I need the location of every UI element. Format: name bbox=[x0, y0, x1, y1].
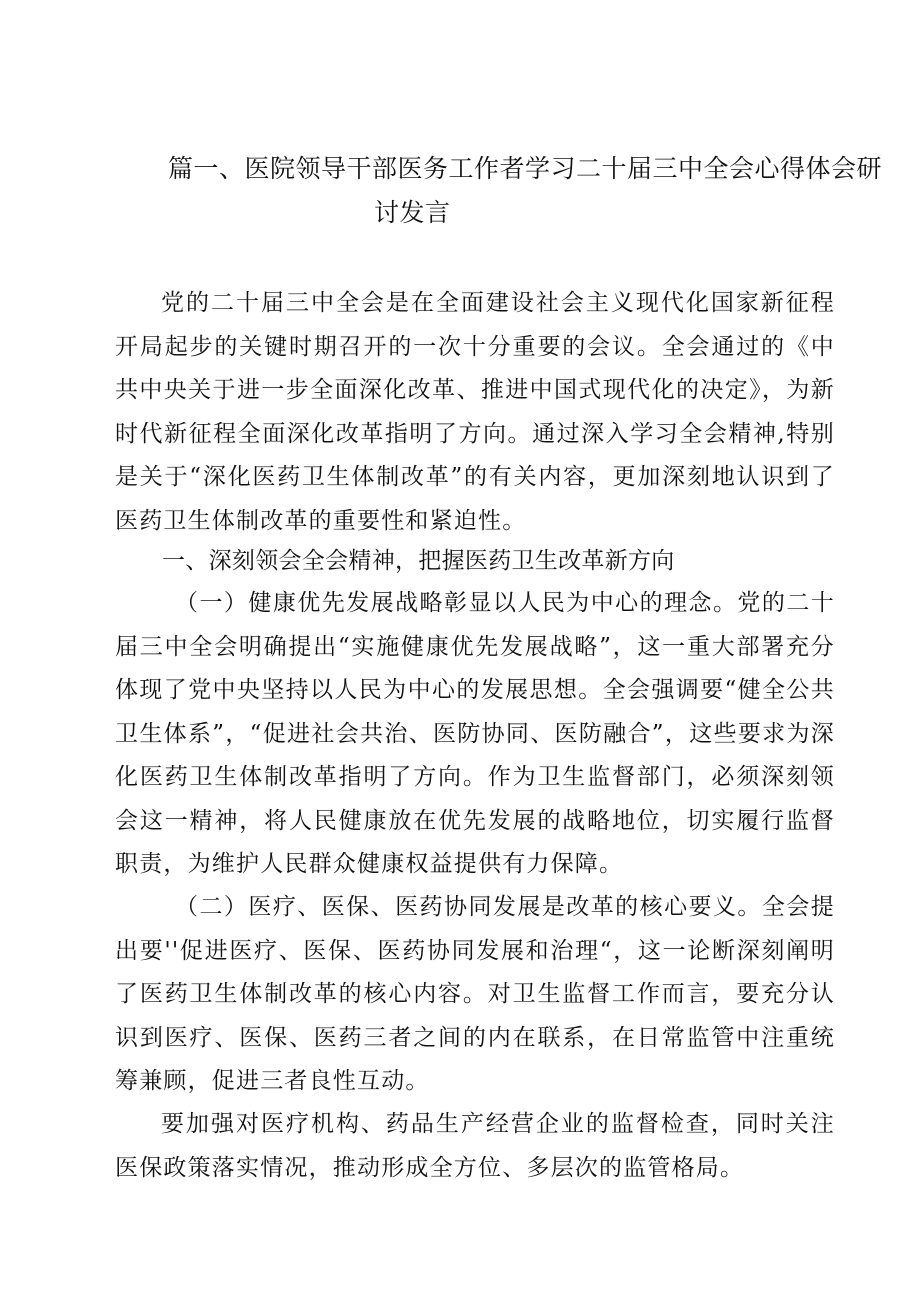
title-line-2: 讨发言 bbox=[374, 198, 451, 227]
title-line-1: 篇一、医院领导干部医务工作者学习二十届三中全会心得体会研 bbox=[168, 154, 883, 183]
paragraph-three-medical-coordination: （二）医疗、医保、医药协同发展是改革的核心要义。全会提出要''促进医疗、医保、医药协同发展和治理“，这一论断深刻阐明了医药卫生体制改革的核心内容。对卫生监督工作而言，要充分认识到医疗、医保、医药三者之间的内在联系，在日常监管中注重统筹兼顾，促进三者良性互动。 bbox=[115, 894, 835, 1094]
section-heading-1: 一、深刻领会全会精神，把握医药卫生改革新方向 bbox=[162, 548, 675, 574]
paragraph-intro: 党的二十届三中全会是在全面建设社会主义现代化国家新征程开局起步的关键时期召开的一次十分重要的会议。全会通过的《中共中央关于进一步全面深化改革、推进中国式现代化的决定》，为新时代新征程全面深化改革指明了方向。通过深入学习全会精神,特别是关于“深化医药卫生体制改革”的有关内容，更加深刻地认识到了医药卫生体制改革的重要性和紧迫性。 bbox=[115, 290, 835, 534]
paragraph-supervision: 要加强对医疗机构、药品生产经营企业的监督检查，同时关注医保政策落实情况，推动形成全方位、多层次的监管格局。 bbox=[115, 1111, 835, 1181]
paragraph-health-priority: （一）健康优先发展战略彰显以人民为中心的理念。党的二十届三中全会明确提出“实施健康优先发展战略”，这一重大部署充分体现了党中央坚持以人民为中心的发展思想。全会强调要“健全公共卫生体系”，“促进社会共治、医防协同、医防融合”，这些要求为深化医药卫生体制改革指明了方向。作为卫生监督部门，必须深刻领会这一精神，将人民健康放在优先发展的战略地位，切实履行监督职责，为维护人民群众健康权益提供有力保障。 bbox=[115, 590, 835, 877]
document-title bbox=[118, 147, 883, 235]
